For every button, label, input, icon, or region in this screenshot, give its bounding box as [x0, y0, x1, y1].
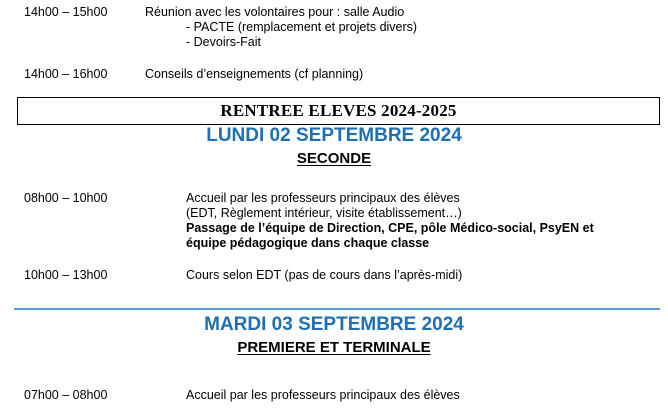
time-slot-meeting: 14h00 – 15h00 — [24, 5, 108, 19]
banner-box — [17, 97, 660, 125]
day1-time-slot-2: 10h00 – 13h00 — [24, 268, 108, 282]
day2-title: MARDI 03 SEPTEMBRE 2024 — [204, 314, 464, 335]
time-slot-conseils: 14h00 – 16h00 — [24, 67, 108, 81]
section-divider — [14, 308, 660, 310]
day1-title: LUNDI 02 SEPTEMBRE 2024 — [206, 125, 462, 146]
day1-entry1-bold2: équipe pédagogique dans chaque classe — [186, 236, 430, 250]
day1-level-label: SECONDE — [296, 150, 372, 167]
day1-entry2-line1: Cours selon EDT (pas de cours dans l’après-midi) — [186, 268, 463, 282]
day2-entry1-line1: Accueil par les professeurs principaux des élèves — [186, 388, 460, 402]
conseils-description: Conseils d’enseignements (cf planning) — [145, 67, 364, 81]
meeting-description: Réunion avec les volontaires pour : salle Audio — [145, 5, 405, 19]
day2-time-slot-1: 07h00 – 08h00 — [24, 388, 108, 402]
banner-title: RENTREE ELEVES 2024-2025 — [220, 101, 457, 120]
day1-entry1-line1: Accueil par les professeurs principaux des élèves — [186, 191, 460, 205]
day1-time-slot-1: 08h00 – 10h00 — [24, 191, 108, 205]
day1-entry1-bold1: Passage de l’équipe de Direction, CPE, pôle Médico-social, PsyEN et — [186, 221, 594, 235]
meeting-item-pacte: - PACTE (remplacement et projets divers) — [186, 20, 418, 34]
day1-entry1-line2: (EDT, Règlement intérieur, visite établissement…) — [186, 206, 462, 220]
day2-level-label: PREMIERE ET TERMINALE — [237, 339, 431, 356]
meeting-item-devoirs: - Devoirs-Fait — [186, 35, 262, 49]
day2-level — [0, 339, 668, 356]
day1-level — [0, 150, 668, 167]
